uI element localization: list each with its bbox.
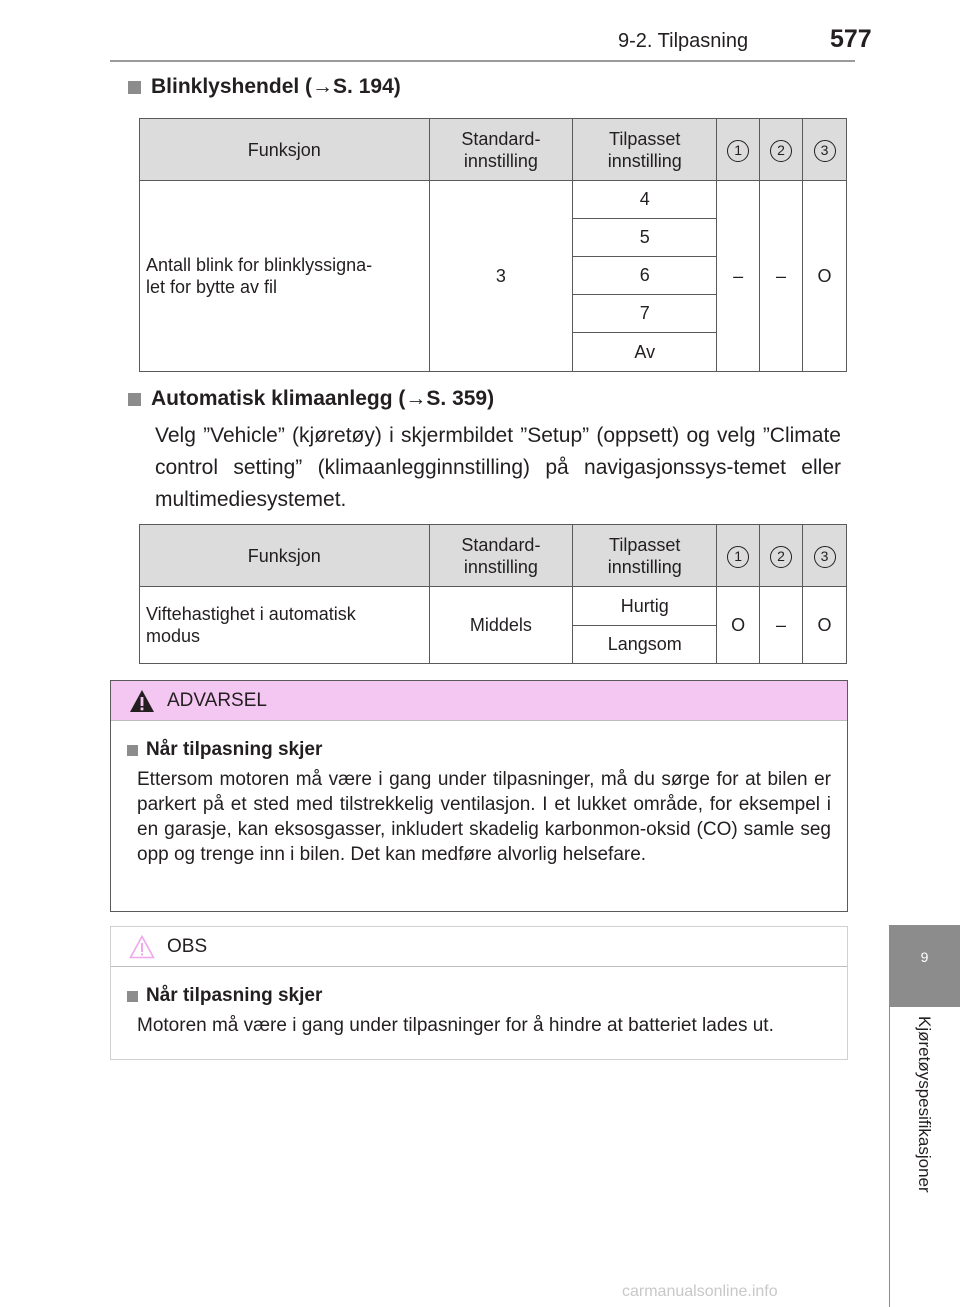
circled-2-icon: 2 bbox=[770, 140, 792, 162]
section1-heading bbox=[128, 75, 401, 99]
circled-1-icon: 1 bbox=[727, 140, 749, 162]
col-method-1 bbox=[717, 119, 760, 181]
climate-instructions: Velg ”Vehicle” (kjøretøy) i skjermbildet ”Setup” (oppsett) og velg ”Climate control setting” (klimaanlegginnstilling) på navigasjonssys-temet eller multimediesystemet. bbox=[155, 424, 841, 511]
circled-3-icon: 3 bbox=[814, 546, 836, 568]
notice-subtitle-text: Når tilpasning skjer bbox=[146, 985, 323, 1006]
blink-settings-table bbox=[139, 118, 847, 372]
table-row bbox=[140, 181, 847, 219]
option-cell: Hurtig bbox=[573, 587, 717, 626]
option-cell: 7 bbox=[573, 295, 717, 333]
col-custom: Tilpasset innstilling bbox=[573, 119, 717, 181]
square-bullet-icon bbox=[128, 393, 141, 406]
section2-heading bbox=[128, 387, 494, 411]
page-header bbox=[0, 0, 960, 62]
col-method-2 bbox=[760, 525, 803, 587]
square-bullet-icon bbox=[127, 991, 138, 1002]
function-cell: Viftehastighet i automatisk modus bbox=[140, 587, 430, 664]
method-1-cell: – bbox=[717, 181, 760, 372]
option-cell: 6 bbox=[573, 257, 717, 295]
arrow-icon: → bbox=[312, 75, 334, 98]
climate-settings-table bbox=[139, 524, 847, 664]
table-row bbox=[140, 587, 847, 626]
col-method-2 bbox=[760, 119, 803, 181]
chapter-label: Kjøretøyspesifikasjoner bbox=[915, 1016, 934, 1193]
method-3-cell: O bbox=[803, 181, 847, 372]
chapter-number: 9 bbox=[920, 949, 929, 965]
notice-text: Motoren må være i gang under tilpasninger for å hindre at batteriet lades ut. bbox=[137, 1015, 774, 1036]
caution-triangle-icon bbox=[129, 935, 155, 959]
method-1-cell: O bbox=[717, 587, 760, 664]
page-number: 577 bbox=[830, 25, 872, 53]
col-custom: Tilpasset innstilling bbox=[573, 525, 717, 587]
warning-subtitle-text: Når tilpasning skjer bbox=[146, 739, 323, 760]
method-2-cell: – bbox=[760, 587, 803, 664]
section1-title: Blinklyshendel ( bbox=[151, 75, 313, 98]
circled-1-icon: 1 bbox=[727, 546, 749, 568]
col-method-3 bbox=[803, 525, 847, 587]
section1-ref: S. 194) bbox=[333, 75, 401, 98]
notice-subtitle bbox=[127, 985, 831, 1007]
option-cell: 4 bbox=[573, 181, 717, 219]
warning-box bbox=[110, 680, 848, 912]
notice-title: OBS bbox=[167, 935, 208, 957]
arrow-icon: → bbox=[405, 387, 427, 410]
section-title: 9-2. Tilpasning bbox=[618, 30, 749, 52]
default-cell: 3 bbox=[429, 181, 573, 372]
warning-triangle-icon bbox=[129, 689, 155, 713]
square-bullet-icon bbox=[127, 745, 138, 756]
table-header-row bbox=[140, 525, 847, 587]
warning-body bbox=[111, 721, 847, 889]
col-default: Standard- innstilling bbox=[429, 525, 573, 587]
circled-2-icon: 2 bbox=[770, 546, 792, 568]
warning-header bbox=[111, 681, 847, 721]
method-3-cell: O bbox=[803, 587, 847, 664]
function-cell: Antall blink for blinklyssigna- let for bytte av fil bbox=[140, 181, 430, 372]
col-method-1 bbox=[717, 525, 760, 587]
section2-ref: S. 359) bbox=[426, 387, 495, 410]
notice-body bbox=[111, 967, 847, 1060]
watermark: carmanualsonline.info bbox=[622, 1283, 778, 1300]
option-cell: 5 bbox=[573, 219, 717, 257]
option-cell: Langsom bbox=[573, 626, 717, 664]
chapter-tab bbox=[889, 925, 960, 1007]
notice-box bbox=[110, 926, 848, 1060]
option-cell: Av bbox=[573, 333, 717, 372]
notice-header bbox=[111, 927, 847, 967]
warning-title: ADVARSEL bbox=[167, 689, 267, 711]
col-function: Funksjon bbox=[140, 119, 430, 181]
warning-subtitle bbox=[127, 739, 831, 761]
col-default: Standard- innstilling bbox=[429, 119, 573, 181]
col-function: Funksjon bbox=[140, 525, 430, 587]
table-header-row bbox=[140, 119, 847, 181]
header-rule bbox=[110, 60, 855, 62]
section2-title: Automatisk klimaanlegg ( bbox=[151, 387, 406, 410]
method-2-cell: – bbox=[760, 181, 803, 372]
square-bullet-icon bbox=[128, 81, 141, 94]
warning-text: Ettersom motoren må være i gang under tilpasninger, må du sørge for at bilen er parkert på et sted med tilstrekkelig ventilasjon. I et lukket område, for eksempel i en garasje, kan eksosgasser, inkludert skadelig karbonmon-oksid (CO) samle seg opp og trenge inn i bilen. Det kan medføre alvorlig helsefare. bbox=[137, 769, 831, 865]
circled-3-icon: 3 bbox=[814, 140, 836, 162]
col-method-3 bbox=[803, 119, 847, 181]
default-cell: Middels bbox=[429, 587, 573, 664]
